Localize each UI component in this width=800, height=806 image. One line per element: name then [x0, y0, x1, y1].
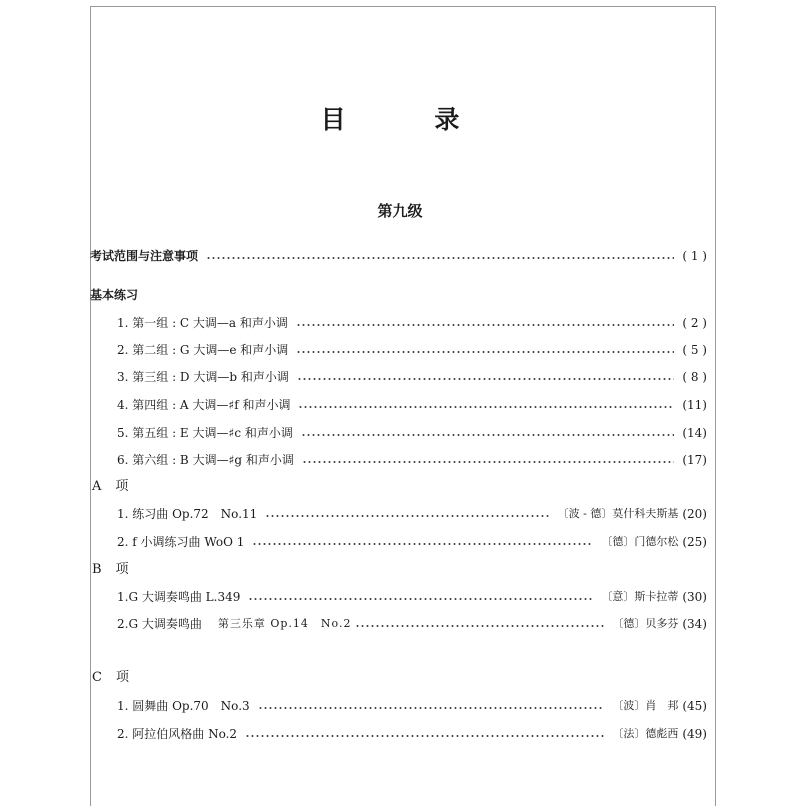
- dot-leader: [252, 543, 593, 545]
- toc-page-number: ( 5 ): [682, 343, 707, 357]
- section-letter: B: [92, 562, 102, 577]
- dot-leader: [296, 351, 674, 353]
- toc-page-number: (11): [682, 398, 707, 412]
- dot-leader: [355, 625, 604, 627]
- toc-entry-label: 2.G 大调奏鸣曲: [117, 617, 202, 631]
- toc-entry-label: 2. f 小调练习曲 WoO 1: [117, 535, 245, 549]
- dot-leader: [245, 735, 604, 737]
- section-heading-c: [92, 668, 129, 688]
- section-heading-basic: 基本练习: [90, 288, 139, 302]
- toc-entry[interactable]: [117, 450, 707, 470]
- toc-page-number: (17): [682, 453, 707, 467]
- toc-entry[interactable]: [117, 423, 707, 443]
- page-title: 目 录: [320, 105, 500, 134]
- toc-entry-label: 2. 第二组 : G 大调—e 和声小调: [117, 343, 289, 357]
- toc-entry-label: 2. 阿拉伯风格曲 No.2: [117, 727, 238, 741]
- dot-leader: [301, 434, 675, 436]
- composer-name: 〔意〕斯卡拉蒂: [601, 590, 679, 603]
- dot-leader: [302, 461, 674, 463]
- composer-name: 〔法〕德彪西: [612, 727, 679, 740]
- toc-entry[interactable]: [117, 395, 707, 415]
- section-heading-label: 项: [115, 479, 129, 494]
- toc-entry[interactable]: [117, 696, 707, 716]
- toc-page-number: (20): [682, 507, 707, 521]
- toc-entry[interactable]: [117, 587, 707, 607]
- toc-entry[interactable]: [117, 504, 707, 524]
- toc-entry[interactable]: [117, 367, 707, 387]
- grade-heading: 第九级: [377, 202, 423, 220]
- toc-entry[interactable]: [117, 532, 707, 552]
- toc-page-number: ( 1 ): [682, 249, 707, 263]
- dot-leader: [248, 598, 593, 600]
- toc-entry-label: 1. 练习曲 Op.72 No.11: [117, 507, 258, 521]
- section-letter: C: [92, 670, 102, 685]
- section-heading-label: 项: [115, 670, 129, 685]
- composer-name: 〔德〕门德尔松: [601, 535, 679, 548]
- toc-entry-label: 考试范围与注意事项: [90, 249, 199, 263]
- toc-entry-label: 1. 第一组 : C 大调—a 和声小调: [117, 316, 288, 330]
- toc-entry[interactable]: [117, 313, 707, 333]
- toc-entry-label: 4. 第四组 : A 大调—♯f 和声小调: [117, 398, 291, 412]
- toc-entry[interactable]: [117, 724, 707, 744]
- toc-entry-label: 5. 第五组 : E 大调—♯c 和声小调: [117, 426, 293, 440]
- toc-entry-intro[interactable]: [90, 246, 707, 266]
- toc-entry-label: 1. 圆舞曲 Op.70 No.3: [117, 699, 250, 713]
- toc-page-number: ( 8 ): [682, 370, 707, 384]
- toc-page-number: (49): [682, 727, 707, 741]
- dot-leader: [297, 378, 674, 380]
- toc-page-number: (30): [682, 590, 707, 604]
- composer-name: 〔德〕贝多芬: [612, 617, 679, 630]
- toc-page-number: (34): [682, 617, 707, 631]
- dot-leader: [265, 515, 549, 517]
- composer-name: 〔波〕肖 邦: [612, 699, 679, 712]
- toc-page-number: (45): [682, 699, 707, 713]
- movement-subtitle: 第三乐章 Op.14 No.2: [217, 617, 352, 630]
- toc-entry[interactable]: [117, 340, 707, 360]
- toc-entry-label: 3. 第三组 : D 大调—b 和声小调: [117, 370, 289, 384]
- toc-page-number: (25): [682, 535, 707, 549]
- toc-entry-label: 6. 第六组 : B 大调—♯g 和声小调: [117, 453, 294, 467]
- dot-leader: [206, 257, 674, 259]
- toc-entry[interactable]: [117, 614, 707, 634]
- toc-page-number: ( 2 ): [682, 316, 707, 330]
- section-heading-b: [92, 560, 129, 580]
- composer-name: 〔波 - 德〕莫什科夫斯基: [557, 507, 679, 520]
- toc-entry-label: 1.G 大调奏鸣曲 L.349: [117, 590, 241, 604]
- dot-leader: [296, 324, 674, 326]
- section-letter: A: [92, 479, 102, 494]
- toc-page-number: (14): [682, 426, 707, 440]
- dot-leader: [258, 707, 605, 709]
- dot-leader: [298, 406, 674, 408]
- section-heading-label: 项: [115, 562, 129, 577]
- section-heading-a: [92, 477, 128, 497]
